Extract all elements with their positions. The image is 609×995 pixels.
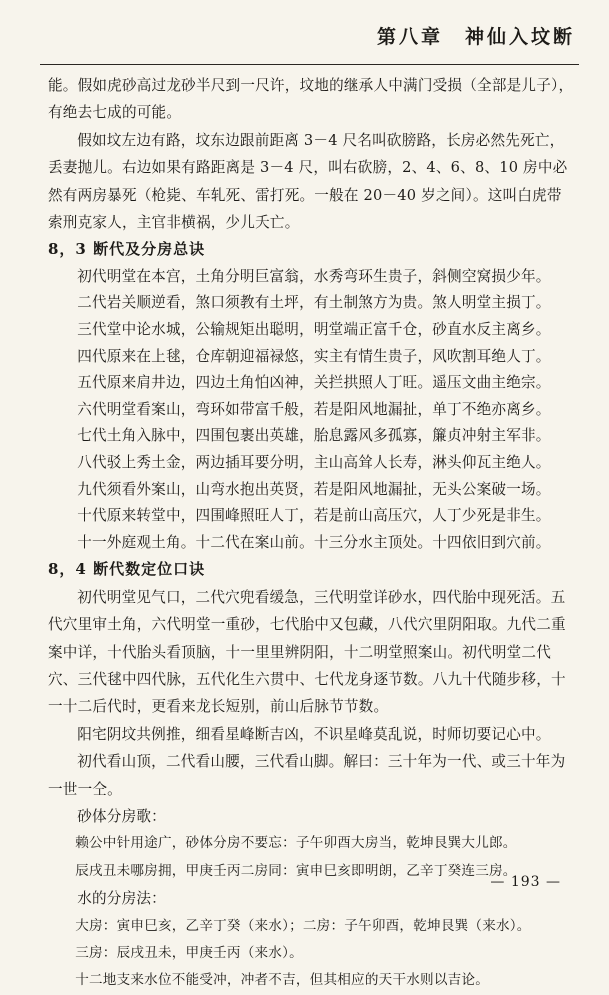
verse-line: 五代原来肩井边，四边土角怕凶神，关拦拱照人丁旺。遥压文曲主绝宗。 <box>77 374 551 392</box>
sand-heading: 砂体分房歌： <box>77 808 166 826</box>
sand-line: 辰戌丑未哪房拥，甲庚壬丙二房同：寅申巳亥即明朗，乙辛丁癸连三房。 <box>75 862 517 879</box>
verse-line: 八代驳上秀土金，两边插耳要分明，主山高耸人长寿，淋头仰瓦主绝人。 <box>77 454 551 471</box>
header-rule <box>40 64 579 65</box>
page-number: — 193 — <box>490 874 561 890</box>
verse-line: 十一外庭观土角。十二代在案山前。十三分水主顶处。十四依旧到穴前。 <box>77 533 551 551</box>
sand-line: 赖公中针用途广，砂体分房不要忘：子午卯酉大房当，乾坤艮巽大儿郎。 <box>75 835 517 852</box>
verse-line: 初代明堂在本宫，土角分明巨富翁，水秀弯环生贵子，斜侧空窝损少年。 <box>77 267 551 285</box>
verse-line: 四代原来在上毬，仓库朝迎福禄悠，实主有情生贵子，风吹割耳绝人丁。 <box>77 347 551 365</box>
verse-line: 十代原来转堂中，四围峰照旺人丁，若是前山高压穴，人丁少死是非生。 <box>77 507 551 525</box>
verse-line: 六代明堂看案山，弯环如带富千般，若是阳风地漏扯，单丁不绝亦离乡。 <box>77 400 551 418</box>
paragraph: 初代明堂见气口，二代穴兜看缓急，三代明堂详砂水，四代胎中现死活。五代穴里审土角，六代明堂一重砂，七代胎中又包藏，八代穴里阴阳取。九代二重案中详，十代胎头看顶脑，十一里里辨阴阳，十二明堂照案山。初代明堂二代穴、三代毬中四代脉，五代化生六贯中、七代龙身逐节数。八九十代随步移，十一十二后代时，更看来龙长短别，前山后脉节节数。 <box>48 588 566 716</box>
paragraph: 假如坟左边有路，坟东边跟前距离 3－4 尺名叫砍膀路，长房必然先死亡，丢妻抛儿。右边如果有路距离是 3－4 尺，叫右砍膀，2、4、6、8、10 房中必然有两房暴死（枪毙、车轧死、雷打死。一般在 20－40 岁之间）。这叫白虎带索刑克家人，主官非横祸，少儿夭亡。 <box>48 131 568 232</box>
paragraph: 阳宅阴坟共例推，细看星峰断吉凶，不识星峰莫乱说，时师切要记心中。 <box>77 725 551 743</box>
water-rule: 十二地支来水位不能受冲，冲者不吉，但其相应的天干水则以吉论。 <box>75 972 489 989</box>
page-body <box>48 72 576 995</box>
verse-line: 七代土角入脉中，四围包裹出英雄，胎息露风多孤寡，簾贞冲射主军非。 <box>77 427 551 445</box>
section-heading: 8，4 断代数定位口诀 <box>48 560 206 579</box>
paragraph: 能。假如虎砂高过龙砂半尺到一尺许，坟地的继承人中满门受损（全部是儿子），有绝去七成的可能。 <box>48 77 574 122</box>
verse-line: 二代岩关顺逆看，煞口须教有土坪，有土制煞方为贵。煞人明堂主损丁。 <box>77 294 551 312</box>
section-heading: 8，3 断代及分房总诀 <box>48 240 206 259</box>
water-heading: 水的分房法： <box>77 890 166 908</box>
water-rule: 三房：辰戌丑未，甲庚壬丙（来水）。 <box>75 945 303 962</box>
paragraph: 初代看山顶，二代看山腰，三代看山脚。解曰：三十年为一代、或三十年为一世一仝。 <box>48 753 566 798</box>
verse-line: 三代堂中论水城，公输规矩出聪明，明堂端正富千仓，砂直水反主离乡。 <box>77 321 551 339</box>
verse-block <box>48 264 576 557</box>
chapter-title: 第八章 神仙入坟断 <box>376 26 575 48</box>
verse-line: 九代须看外案山，山弯水抱出英贤，若是阳风地漏扯，无头公案破一场。 <box>77 480 551 498</box>
water-rule: 大房：寅申巳亥，乙辛丁癸（来水）；二房：子午卯酉，乾坤艮巽（来水）。 <box>75 917 531 934</box>
